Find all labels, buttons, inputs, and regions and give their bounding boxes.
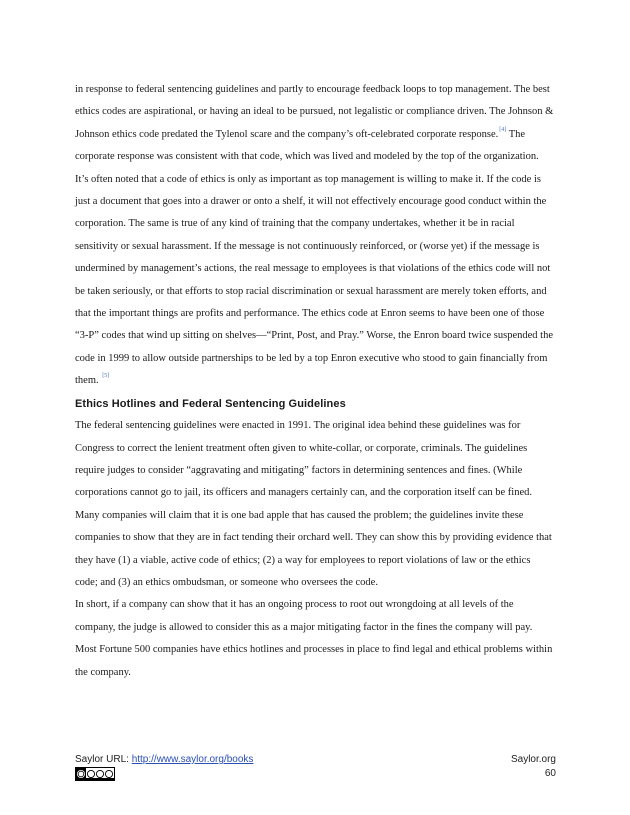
footnote-ref-5[interactable]: [5]	[102, 373, 110, 380]
section-heading: Ethics Hotlines and Federal Sentencing Guidelines	[75, 397, 346, 410]
page-number: 60	[544, 768, 556, 779]
cc-license-icon[interactable]	[75, 767, 115, 781]
footer-brand: Saylor.org	[510, 754, 556, 765]
page-footer	[75, 750, 556, 790]
paragraph-3: The federal sentencing guidelines were enacted in 1991. The original idea behind these guidelines was for Congress to correct the lenient treatment often given to white-collar, or corporate, criminals. The guidelines require judges to consider “aggravating and mitigating” factors in determining sentences and fines. (While corporations cannot go to jail, its officers and managers certainly can, and the corporation itself can be fined. Many companies will claim that it is one bad apple that has caused the problem; the guidelines invite these companies to show that they are in fact tending their orchard well. They can show this by providing evidence that they have (1) a viable, active code of ethics; (2) a way for employees to report violations of law or the ethics code; and (3) an ethics ombudsman, or someone who oversees the code.	[75, 420, 552, 588]
paragraph-4: In short, if a company can show that it has an ongoing process to root out wrongdoing at all levels of the company, the judge is allowed to consider this as a major mitigating factor in the fines the company will pay. Most Fortune 500 companies have ethics hotlines and processes in place to find legal and ethical problems within the company.	[75, 599, 553, 678]
saylor-books-link[interactable]: http://www.saylor.org/books	[131, 754, 254, 765]
footer-url-line	[75, 754, 253, 765]
page-content	[75, 79, 555, 684]
paragraph-1: in response to federal sentencing guidelines and partly to encourage feedback loops to top management. The best ethics codes are aspirational, or having an ideal to be pursued, not legalistic or compliance driven. The Johnson & Johnson ethics code predated the Tylenol scare and the company’s oft-celebrated corporate response.[4] The corporate response was consistent with that code, which was lived and modeled by the top of the organization.	[75, 84, 554, 163]
footer-url-label: Saylor URL:	[75, 754, 129, 765]
paragraph-2: It’s often noted that a code of ethics is only as important as top management is willing to make it. If the code is just a document that goes into a drawer or onto a shelf, it will not effectively encourage good conduct within the corporation. The same is true of any kind of training that the company undertakes, whether it be in racial sensitivity or sexual harassment. If the message is not continuously reinforced, or (worse yet) if the message is undermined by management’s actions, the real message to employees is that violations of the ethics code will not be taken seriously, or that efforts to stop racial discrimination or sexual harassment are merely token efforts, and that the important things are profits and performance. The ethics code at Enron seems to have been one of those “3-P” codes that wind up sitting on shelves—“Print, Post, and Pray.” Worse, the Enron board twice suspended the code in 1999 to allow outside partnerships to be led by a top Enron executive who stood to gain financially from them. [5]	[75, 173, 553, 387]
footnote-ref-4[interactable]: [4]	[499, 126, 507, 133]
